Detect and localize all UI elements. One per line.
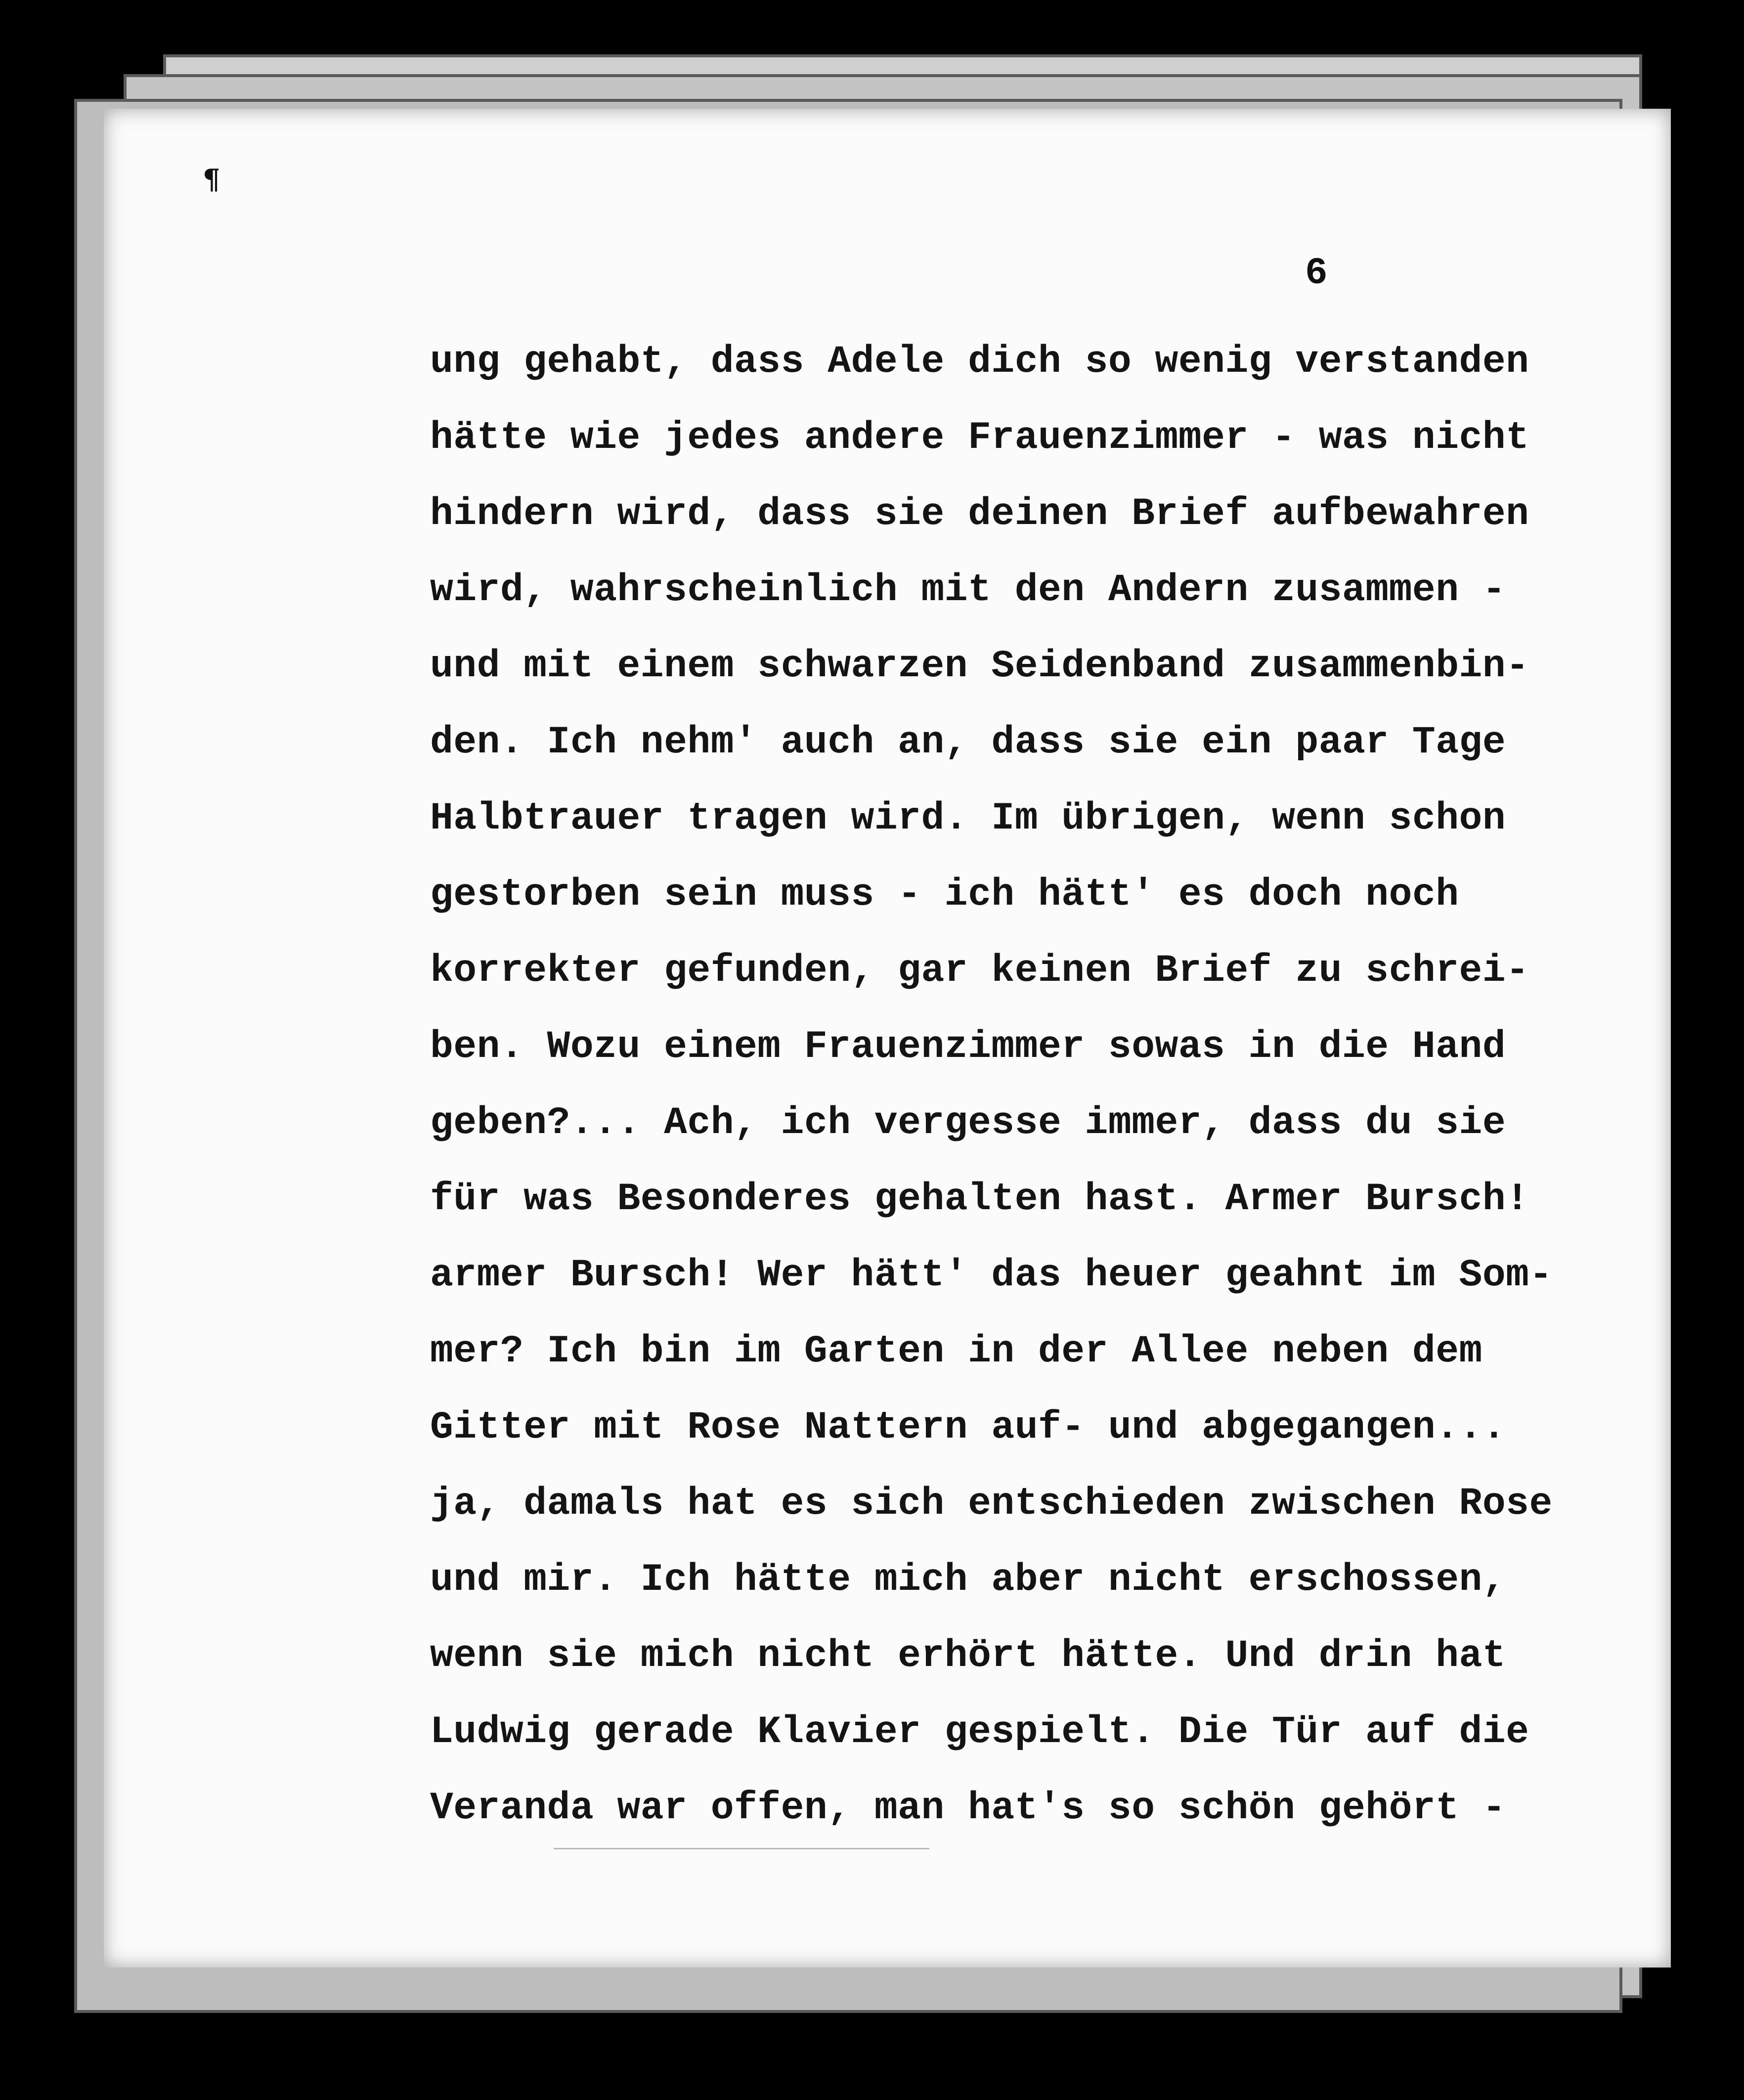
text-line: gestorben sein muss - ich hätt' es doch noch xyxy=(430,873,1459,917)
text-line: mer? Ich bin im Garten in der Allee neben dem xyxy=(430,1330,1482,1373)
text-line: Veranda war offen, man hat's so schön gehört - xyxy=(430,1787,1506,1830)
text-line: wird, wahrscheinlich mit den Andern zusammen - xyxy=(430,569,1506,612)
text-line: ung gehabt, dass Adele dich so wenig verstanden xyxy=(430,340,1529,384)
text-line: korrekter gefunden, gar keinen Brief zu schrei- xyxy=(430,949,1529,993)
typed-text-block xyxy=(430,324,1607,1846)
text-line: den. Ich nehm' auch an, dass sie ein paar Tage xyxy=(430,721,1506,764)
text-line: wenn sie mich nicht erhört hätte. Und drin hat xyxy=(430,1634,1506,1678)
text-line: und mir. Ich hätte mich aber nicht erschossen, xyxy=(430,1558,1506,1602)
text-line: ben. Wozu einem Frauenzimmer sowas in die Hand xyxy=(430,1025,1506,1069)
page-number: 6 xyxy=(1305,252,1328,295)
text-line: Gitter mit Rose Nattern auf- und abgegangen... xyxy=(430,1406,1506,1449)
handwritten-mark: ¶ xyxy=(203,163,220,196)
text-line: und mit einem schwarzen Seidenband zusammenbin- xyxy=(430,645,1529,688)
text-line: für was Besonderes gehalten hast. Armer Bursch! xyxy=(430,1178,1529,1221)
text-line: geben?... Ach, ich vergesse immer, dass du sie xyxy=(430,1101,1506,1145)
text-line: ja, damals hat es sich entschieden zwischen Rose xyxy=(430,1482,1553,1526)
text-line: hindern wird, dass sie deinen Brief aufbewahren xyxy=(430,492,1529,536)
text-line: armer Bursch! Wer hätt' das heuer geahnt im Som- xyxy=(430,1254,1553,1297)
text-line: Halbtrauer tragen wird. Im übrigen, wenn schon xyxy=(430,797,1506,840)
text-line: Ludwig gerade Klavier gespielt. Die Tür auf die xyxy=(430,1710,1529,1754)
faint-rule xyxy=(554,1848,929,1849)
text-line: hätte wie jedes andere Frauenzimmer - was nicht xyxy=(430,416,1529,460)
